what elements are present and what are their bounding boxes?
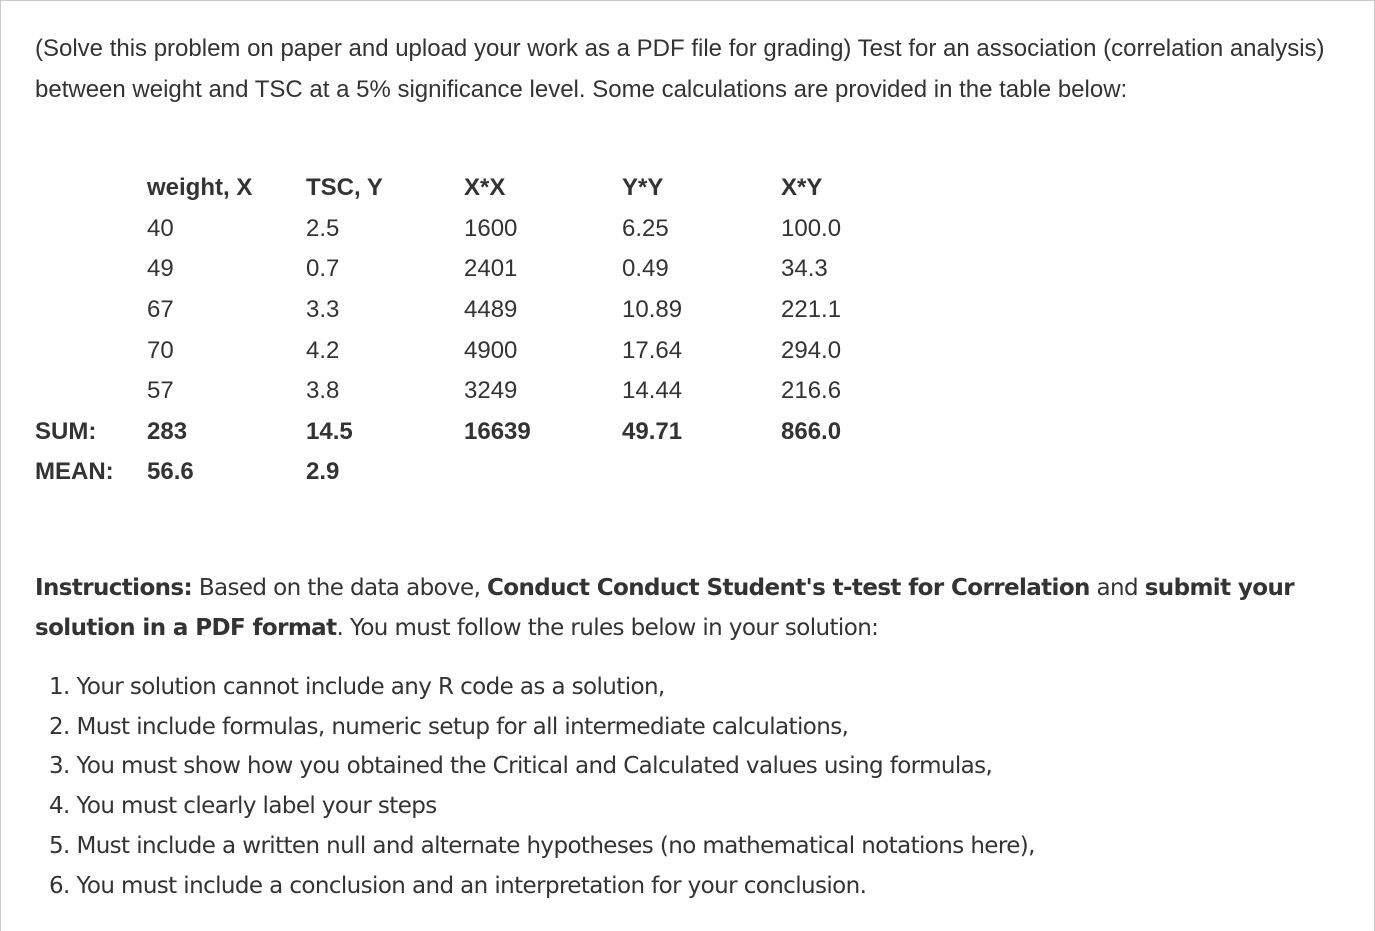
table-row xyxy=(35,209,901,250)
table-cell: 0.49 xyxy=(622,255,669,283)
instructions-label: Instructions: xyxy=(35,575,193,601)
table-cell: 100.0 xyxy=(781,214,842,242)
table-cell: 3.8 xyxy=(306,377,340,405)
table-cell: 216.6 xyxy=(781,377,842,405)
sum-cell: 49.71 xyxy=(622,417,683,445)
sum-cell: 866.0 xyxy=(781,417,842,445)
rule-item: 1. Your solution cannot include any R code as a solution, xyxy=(49,674,665,700)
table-cell: 10.89 xyxy=(622,296,683,324)
sum-cell: 16639 xyxy=(464,417,531,445)
table-cell: 70 xyxy=(147,336,174,364)
table-cell: 0.7 xyxy=(306,255,340,283)
table-header-cell: weight, X xyxy=(147,174,253,202)
table-cell: 4489 xyxy=(464,296,518,324)
table-header-cell: X*X xyxy=(464,174,506,202)
table-cell xyxy=(35,330,147,371)
mean-cell: 56.6 xyxy=(147,458,194,486)
sum-row xyxy=(35,412,901,453)
table-row xyxy=(35,249,901,290)
table-row xyxy=(35,290,901,331)
rule-item: 3. You must show how you obtained the Critical and Calculated values using formulas, xyxy=(49,753,993,780)
table-header-cell: X*Y xyxy=(781,174,823,202)
table-header-cell: TSC, Y xyxy=(306,174,383,202)
table-cell: 57 xyxy=(147,377,174,405)
instructions-text: . You must follow the rules below in your solution: xyxy=(336,615,879,641)
table-header-cell xyxy=(35,168,147,209)
table-cell: 67 xyxy=(147,296,174,324)
table-cell: 40 xyxy=(147,214,174,242)
rule-item: 2. Must include formulas, numeric setup for all intermediate calculations, xyxy=(49,713,849,740)
table-cell xyxy=(35,209,147,250)
table-row xyxy=(35,371,901,412)
table-cell: 4.2 xyxy=(306,336,340,364)
mean-cell: 2.9 xyxy=(306,458,340,486)
table-cell: 4900 xyxy=(464,336,518,364)
table-cell: 1600 xyxy=(464,214,518,242)
sum-cell: 283 xyxy=(147,417,188,445)
mean-row xyxy=(35,452,901,493)
rules-list xyxy=(49,668,1349,906)
table-cell: 14.44 xyxy=(622,377,683,405)
table-cell: 17.64 xyxy=(622,336,683,364)
table-cell: 294.0 xyxy=(781,336,842,364)
mean-cell xyxy=(622,452,781,493)
instructions-text: Based on the data above, xyxy=(192,575,488,601)
mean-cell xyxy=(781,452,901,493)
rule-item: 5. Must include a written null and alternate hypotheses (no mathematical notations here), xyxy=(49,832,1035,859)
table-header-cell: Y*Y xyxy=(622,174,664,202)
instructions-emphasis: submit your solution in a PDF format xyxy=(35,575,1295,641)
calculation-table xyxy=(35,168,901,493)
rule-item: 6. You must include a conclusion and an interpretation for your conclusion. xyxy=(49,872,867,899)
table-cell xyxy=(35,290,147,331)
sum-cell: 14.5 xyxy=(306,417,353,445)
table-cell: 3.3 xyxy=(306,296,340,324)
table-cell xyxy=(35,371,147,412)
table-cell: 49 xyxy=(147,255,174,283)
mean-label: MEAN: xyxy=(35,458,114,486)
instructions-paragraph xyxy=(35,568,1355,648)
table-cell: 2401 xyxy=(464,255,518,283)
table-cell: 6.25 xyxy=(622,214,669,242)
table-cell: 2.5 xyxy=(306,214,340,242)
problem-statement: (Solve this problem on paper and upload your work as a PDF file for grading) Test for an association (correlation analysis) between weight and TSC at a 5% significance level. Some calculations are provided in the table below: xyxy=(35,35,1325,103)
table-row xyxy=(35,330,901,371)
instructions-emphasis: Conduct Conduct Student's t-test for Correlation xyxy=(487,575,1090,601)
sum-label: SUM: xyxy=(35,417,97,445)
mean-cell xyxy=(464,452,622,493)
rule-item: 4. You must clearly label your steps xyxy=(49,793,437,820)
table-cell: 34.3 xyxy=(781,255,828,283)
instructions-text: and xyxy=(1089,575,1145,601)
table-cell xyxy=(35,249,147,290)
table-cell: 3249 xyxy=(464,377,518,405)
table-header-row xyxy=(35,168,901,209)
table-cell: 221.1 xyxy=(781,296,842,324)
